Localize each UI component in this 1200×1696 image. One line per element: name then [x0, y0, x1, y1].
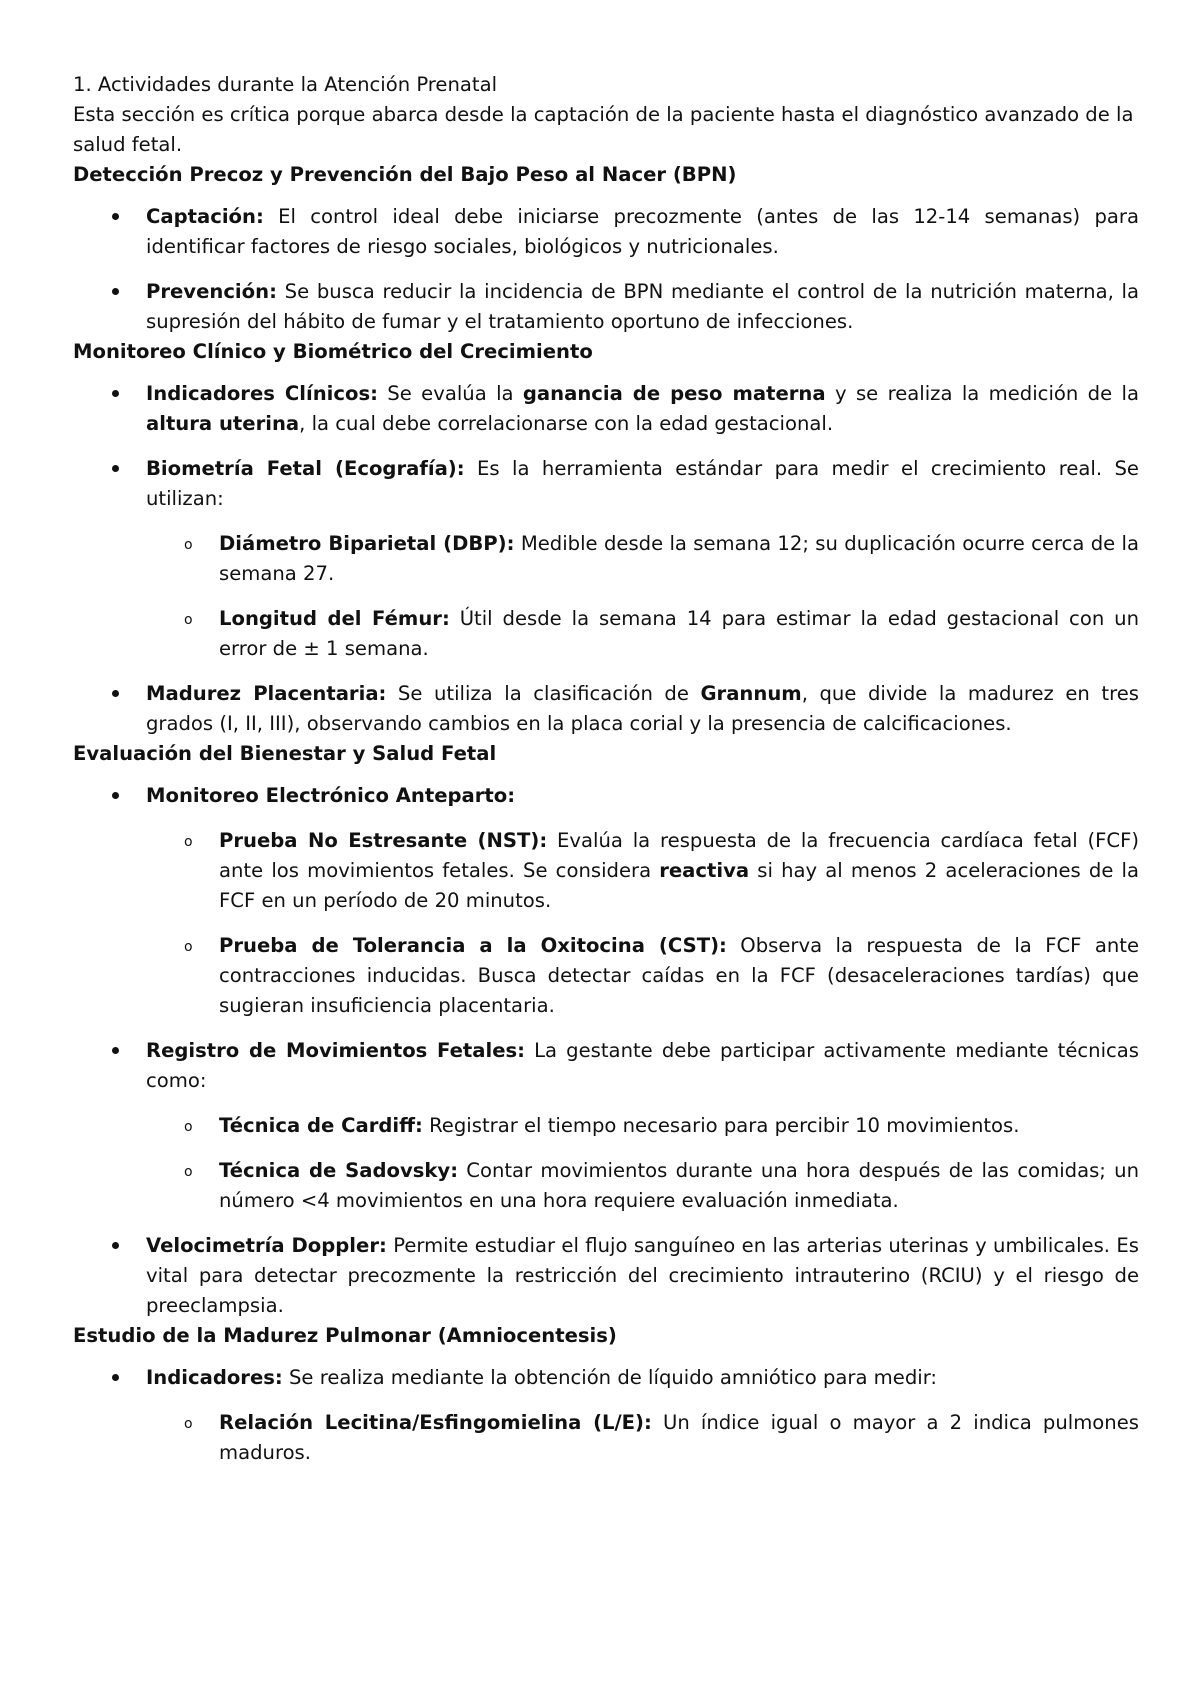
intro-paragraph: Esta sección es crítica porque abarca desde la captación de la paciente hasta el diagnóstico avanzado de la salud fetal.: [73, 103, 1134, 156]
item-text: La gestante debe participar activamente mediante técnicas como:: [146, 1039, 1139, 1092]
sublist-item-femur: [73, 604, 1139, 664]
item-text: y se realiza la medición de la: [825, 382, 1139, 405]
sublist-item-cardiff: [73, 1111, 1139, 1141]
sublist-item-nst: [73, 826, 1139, 916]
item-label: Madurez Placentaria:: [146, 682, 387, 705]
item-text: Útil desde la semana 14 para estimar la edad gestacional con un error de ± 1 semana.: [219, 607, 1139, 660]
document-title: 1. Actividades durante la Atención Prenatal: [73, 73, 498, 96]
list-item-madurez-placentaria: [73, 679, 1139, 739]
item-text: Permite estudiar el flujo sanguíneo en las arterias uterinas y umbilicales. Es vital para detectar precozmente la restricción del crecimiento intrauterino (RCIU) y el riesgo de preeclampsia.: [146, 1234, 1140, 1317]
item-label: Técnica de Sadovsky:: [219, 1159, 459, 1182]
item-label: Prevención:: [146, 280, 277, 303]
item-label: Monitoreo Electrónico Anteparto:: [146, 784, 516, 807]
item-label: Biometría Fetal (Ecografía):: [146, 457, 465, 480]
item-label: Velocimetría Doppler:: [146, 1234, 387, 1257]
list-item-indicadores: [73, 1363, 1139, 1393]
monitoreo-list: [73, 379, 1139, 739]
item-text: Se evalúa la: [377, 382, 523, 405]
item-label: Longitud del Fémur:: [219, 607, 450, 630]
item-label: Prueba de Tolerancia a la Oxitocina (CST):: [219, 934, 727, 957]
item-label: Diámetro Biparietal (DBP):: [219, 532, 515, 555]
item-label: Relación Lecitina/Esfingomielina (L/E):: [219, 1411, 652, 1434]
sublist-item-sadovsky: [73, 1156, 1139, 1216]
bpn-list: [73, 202, 1139, 337]
item-emphasis: altura uterina: [146, 412, 300, 435]
item-text: Contar movimientos durante una hora después de las comidas; un número <4 movimientos en una hora requiere evaluación inmediata.: [219, 1159, 1139, 1212]
section-heading-monitoreo: Monitoreo Clínico y Biométrico del Crecimiento: [73, 340, 593, 363]
item-text: El control ideal debe iniciarse precozmente (antes de las 12-14 semanas) para identificar factores de riesgo sociales, biológicos y nutricionales.: [146, 205, 1139, 258]
item-text: , la cual debe correlacionarse con la edad gestacional.: [299, 412, 834, 435]
item-emphasis: reactiva: [659, 859, 750, 882]
item-text: Se busca reducir la incidencia de BPN mediante el control de la nutrición materna, la supresión del hábito de fumar y el tratamiento oportuno de infecciones.: [146, 280, 1139, 333]
sublist-item-dbp: [73, 529, 1139, 589]
bienestar-list: [73, 781, 1139, 1321]
item-text: Se realiza mediante la obtención de líquido amniótico para medir:: [282, 1366, 938, 1389]
list-item-captacion: [73, 202, 1139, 262]
item-text: Registrar el tiempo necesario para percibir 10 movimientos.: [422, 1114, 1020, 1137]
section-heading-bpn: Detección Precoz y Prevención del Bajo Peso al Nacer (BPN): [73, 163, 737, 186]
madurez-pulmonar-list: [73, 1363, 1139, 1468]
list-item-indicadores-clinicos: [73, 379, 1139, 439]
item-label: Prueba No Estresante (NST):: [219, 829, 548, 852]
item-text: Es la herramienta estándar para medir el crecimiento real. Se utilizan:: [146, 457, 1139, 510]
item-label: Indicadores:: [146, 1366, 283, 1389]
sublist-item-lecitina: [73, 1408, 1139, 1468]
item-text: Se utiliza la clasificación de: [386, 682, 701, 705]
item-emphasis: Grannum: [700, 682, 802, 705]
list-item-doppler: [73, 1231, 1139, 1321]
item-label: Indicadores Clínicos:: [146, 382, 378, 405]
item-text: Observa la respuesta de la FCF ante contracciones inducidas. Busca detectar caídas en la FCF (desaceleraciones tardías) que sugieran insuficiencia placentaria.: [219, 934, 1139, 1017]
list-item-monitoreo-electronico: [73, 781, 1139, 811]
document-page: [73, 70, 1139, 1468]
item-text: si hay al menos 2 aceleraciones de la FCF en un período de 20 minutos.: [219, 859, 1139, 912]
list-item-registro-movimientos: [73, 1036, 1139, 1096]
item-text: Medible desde la semana 12; su duplicación ocurre cerca de la semana 27.: [219, 532, 1140, 585]
item-label: Captación:: [146, 205, 264, 228]
item-text: Un índice igual o mayor a 2 indica pulmones maduros.: [219, 1411, 1139, 1464]
item-text: , que divide la madurez en tres grados (I, II, III), observando cambios en la placa corial y la presencia de calcificaciones.: [146, 682, 1139, 735]
item-label: Registro de Movimientos Fetales:: [146, 1039, 526, 1062]
list-item-biometria-fetal: [73, 454, 1139, 514]
list-item-prevencion: [73, 277, 1139, 337]
sublist-item-cst: [73, 931, 1139, 1021]
item-emphasis: ganancia de peso materna: [522, 382, 826, 405]
section-heading-bienestar: Evaluación del Bienestar y Salud Fetal: [73, 742, 497, 765]
item-text: Evalúa la respuesta de la frecuencia cardíaca fetal (FCF) ante los movimientos fetales. Se considera: [219, 829, 1140, 882]
section-heading-madurez-pulmonar: Estudio de la Madurez Pulmonar (Amniocentesis): [73, 1324, 617, 1347]
item-label: Técnica de Cardiff:: [219, 1114, 423, 1137]
